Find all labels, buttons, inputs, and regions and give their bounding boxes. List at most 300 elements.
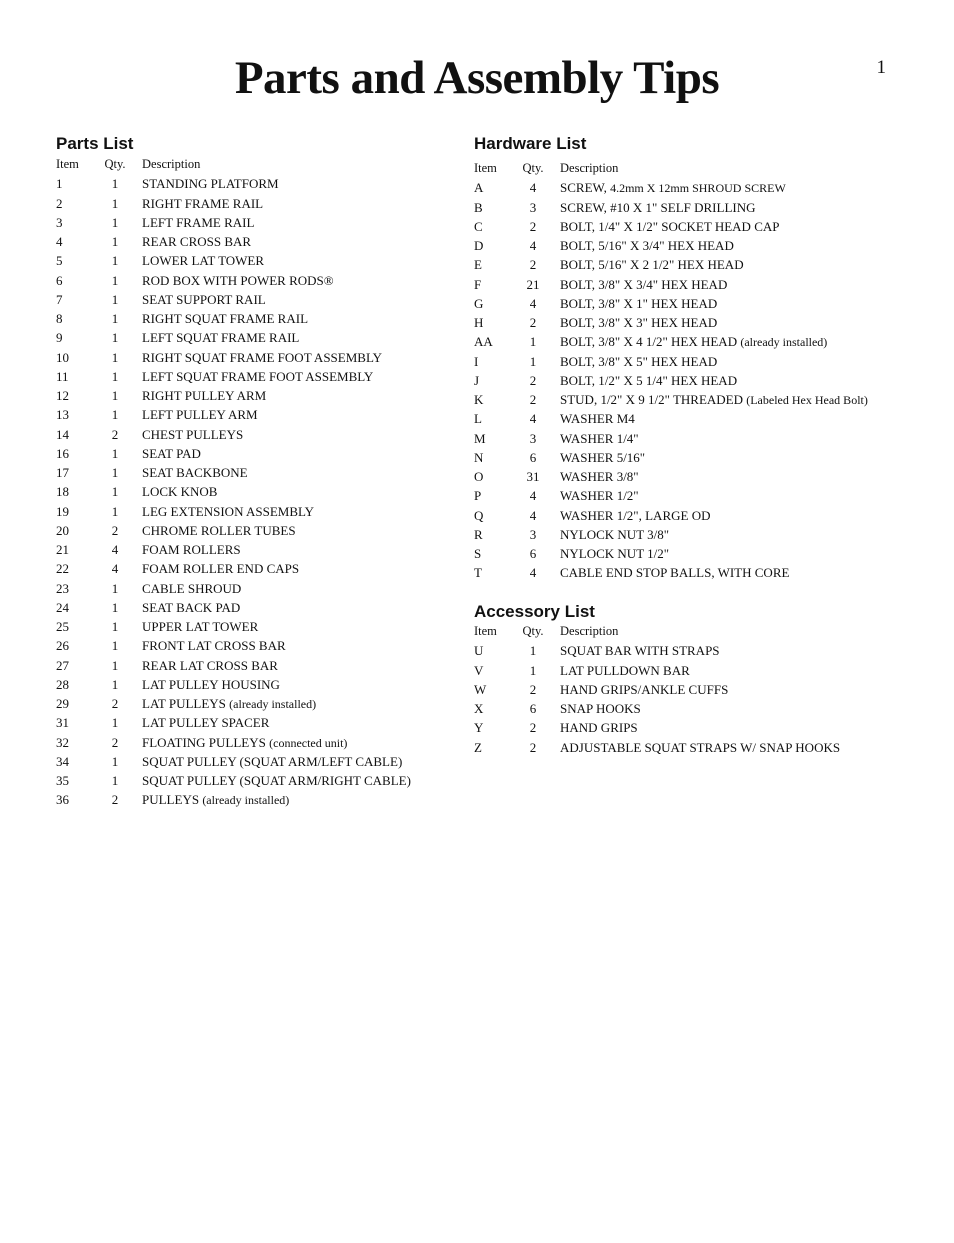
description-text: FRONT LAT CROSS BAR	[142, 638, 286, 654]
description-text: LEFT SQUAT FRAME FOOT ASSEMBLY	[142, 368, 374, 384]
table-row	[56, 636, 446, 655]
item-cell: AA	[474, 334, 493, 350]
qty-cell: 1	[111, 272, 119, 288]
column-header-item: Item	[474, 161, 497, 175]
item-cell: 5	[56, 253, 63, 269]
item-cell: 4	[56, 234, 63, 249]
page-number: 1	[876, 57, 886, 78]
item-cell: 11	[56, 368, 69, 384]
description-note: (already installed)	[229, 697, 317, 711]
description-text: REAR LAT CROSS BAR	[142, 657, 278, 673]
table-row	[474, 294, 914, 313]
item-cell: 19	[56, 503, 69, 519]
qty-cell: 1	[111, 330, 119, 346]
item-cell: Z	[474, 739, 482, 755]
description-cell	[142, 251, 264, 271]
item-cell: 32	[56, 734, 69, 750]
description-text: PULLEYS	[142, 792, 203, 808]
description-cell	[142, 790, 289, 810]
table-row	[56, 656, 446, 675]
description-note: (connected unit)	[269, 735, 348, 750]
item-cell: E	[474, 257, 482, 273]
qty-cell: 2	[529, 315, 537, 330]
qty-cell: 4	[529, 507, 537, 523]
table-row	[474, 371, 914, 390]
table-row	[474, 544, 914, 563]
item-cell: 35	[56, 773, 69, 788]
table-row	[474, 178, 914, 197]
item-cell: 27	[56, 657, 69, 673]
parts-list-rows	[56, 174, 446, 809]
qty-cell: 1	[111, 388, 119, 403]
description-text: WASHER M4	[560, 411, 635, 427]
description-cell	[142, 482, 217, 502]
description-text: RIGHT SQUAT FRAME FOOT ASSEMBLY	[142, 349, 382, 365]
item-cell: K	[474, 392, 484, 407]
qty-cell: 1	[111, 503, 119, 519]
description-text: SQUAT PULLEY (SQUAT ARM/LEFT CABLE)	[142, 753, 403, 769]
table-row	[474, 641, 914, 660]
description-cell	[560, 294, 717, 314]
column-header-item: Item	[474, 624, 497, 638]
item-cell: C	[474, 218, 483, 234]
description-cell	[142, 713, 269, 733]
qty-cell: 3	[529, 430, 537, 446]
hardware-list-column-headers	[474, 159, 914, 178]
description-text: BOLT, 1/4" X 1/2" SOCKET HEAD CAP	[560, 218, 780, 234]
description-text: BOLT, 3/8" X 3" HEX HEAD	[560, 315, 718, 330]
description-cell	[142, 386, 266, 406]
description-text: WASHER 3/8"	[560, 469, 639, 484]
description-cell	[560, 718, 638, 738]
qty-cell: 1	[111, 753, 119, 769]
description-text: HAND GRIPS/ANKLE CUFFS	[560, 681, 729, 697]
item-cell: 12	[56, 388, 69, 403]
table-row	[56, 790, 446, 809]
description-text: SCREW,	[560, 180, 611, 196]
item-cell: J	[474, 372, 480, 388]
table-row	[474, 313, 914, 332]
table-row	[56, 521, 446, 540]
item-cell: 31	[56, 715, 69, 731]
description-cell	[142, 598, 240, 618]
description-text: RIGHT PULLEY ARM	[142, 388, 267, 403]
description-text: SEAT BACKBONE	[142, 465, 248, 480]
item-cell: 3	[56, 214, 63, 230]
table-row	[56, 290, 446, 309]
item-cell: 2	[56, 195, 63, 211]
item-cell: I	[474, 353, 479, 369]
description-cell	[142, 405, 258, 425]
table-row	[56, 213, 446, 232]
description-cell	[142, 694, 316, 714]
column-header-description: Description	[142, 157, 201, 171]
description-text: SNAP HOOKS	[560, 701, 641, 716]
qty-cell: 2	[529, 392, 537, 407]
column-header-description: Description	[560, 624, 619, 638]
column-header-description: Description	[560, 161, 619, 175]
qty-cell: 1	[111, 676, 119, 692]
item-cell: 17	[56, 465, 69, 480]
description-note: (already installed)	[202, 793, 290, 808]
table-row	[474, 563, 914, 582]
table-row	[56, 328, 446, 347]
description-text: STANDING PLATFORM	[142, 176, 279, 192]
hardware-list-heading: Hardware List	[474, 134, 587, 153]
description-text: SCREW, #10 X 1" SELF DRILLING	[560, 199, 756, 215]
qty-cell: 1	[529, 662, 537, 678]
qty-cell: 4	[111, 542, 119, 557]
description-cell	[142, 309, 308, 329]
item-cell: P	[474, 488, 482, 504]
description-cell	[142, 540, 241, 560]
table-row	[474, 486, 914, 505]
qty-cell: 1	[111, 214, 119, 230]
description-text: SEAT SUPPORT RAIL	[142, 291, 266, 307]
description-cell	[560, 390, 868, 410]
table-row	[56, 309, 446, 328]
description-text: CHROME ROLLER TUBES	[142, 522, 296, 538]
page-title: Parts and Assembly Tips	[234, 52, 720, 104]
item-cell: F	[474, 276, 482, 292]
description-text: HAND GRIPS	[560, 720, 638, 736]
description-text: WASHER 1/4"	[560, 430, 639, 446]
column-header-qty: Qty.	[104, 157, 126, 171]
table-row	[56, 232, 446, 251]
description-cell	[560, 563, 789, 583]
description-cell	[142, 617, 258, 637]
description-text: STUD, 1/2" X 9 1/2" THREADED	[560, 392, 747, 407]
description-text: FLOATING PULLEYS	[142, 734, 270, 750]
description-text: LAT PULLEYS	[142, 696, 230, 711]
description-cell	[142, 752, 402, 772]
qty-cell: 1	[111, 715, 119, 731]
table-row	[56, 675, 446, 694]
description-cell	[560, 429, 639, 449]
table-row	[56, 559, 446, 578]
description-cell	[142, 367, 373, 387]
qty-cell: 6	[529, 449, 537, 465]
qty-cell: 1	[111, 445, 119, 461]
description-cell	[560, 525, 669, 545]
parts-list-column-headers	[56, 155, 446, 174]
description-text: BOLT, 3/8" X 3/4" HEX HEAD	[560, 276, 728, 292]
qty-cell: 1	[111, 195, 119, 211]
qty-cell: 4	[529, 411, 537, 427]
description-cell	[560, 198, 756, 218]
qty-cell: 1	[111, 657, 119, 673]
description-cell	[560, 506, 710, 526]
description-text: FOAM ROLLER END CAPS	[142, 561, 300, 577]
description-text: LEFT PULLEY ARM	[142, 407, 258, 423]
description-text: ADJUSTABLE SQUAT STRAPS W/ SNAP HOOKS	[560, 739, 841, 755]
description-text: BOLT, 5/16" X 3/4" HEX HEAD	[560, 238, 734, 253]
table-row	[474, 217, 914, 236]
description-text: FOAM ROLLERS	[142, 542, 241, 557]
table-row	[474, 680, 914, 699]
item-cell: S	[474, 546, 482, 561]
item-cell: 29	[56, 696, 69, 711]
description-cell	[560, 236, 734, 256]
description-text: SQUAT PULLEY (SQUAT ARM/RIGHT CABLE)	[142, 773, 411, 788]
description-text: LAT PULLEY HOUSING	[142, 676, 280, 692]
description-cell	[560, 178, 786, 198]
description-text: WASHER 1/2", LARGE OD	[560, 507, 711, 523]
item-cell: N	[474, 449, 484, 465]
description-cell	[560, 275, 727, 295]
item-cell: U	[474, 643, 484, 659]
table-row	[56, 174, 446, 193]
hardware-list-rows	[474, 178, 914, 582]
description-cell	[560, 255, 744, 275]
qty-cell: 1	[529, 334, 537, 350]
item-cell: M	[474, 430, 486, 446]
parts-list	[56, 134, 446, 810]
qty-cell: 1	[111, 580, 119, 596]
qty-cell: 2	[529, 218, 537, 234]
qty-cell: 2	[111, 734, 119, 750]
qty-cell: 1	[111, 311, 119, 326]
description-cell	[142, 348, 382, 368]
qty-cell: 1	[111, 773, 119, 788]
qty-cell: 4	[529, 238, 537, 253]
description-cell	[142, 328, 299, 348]
description-text: SQUAT BAR WITH STRAPS	[560, 643, 720, 659]
qty-cell: 1	[111, 465, 119, 480]
description-cell	[142, 425, 243, 445]
qty-cell: 1	[111, 253, 119, 269]
qty-cell: 31	[526, 469, 540, 484]
table-row	[56, 405, 446, 424]
item-cell: Q	[474, 507, 484, 523]
accessory-list-column-headers	[474, 622, 914, 641]
table-row	[56, 617, 446, 636]
description-text: ROD BOX WITH POWER RODS®	[142, 272, 334, 288]
table-row	[474, 236, 914, 255]
description-text: REAR CROSS BAR	[142, 234, 252, 249]
table-row	[474, 275, 914, 294]
item-cell: X	[474, 701, 484, 716]
qty-cell: 2	[529, 739, 537, 755]
qty-cell: 2	[111, 696, 119, 711]
description-cell	[142, 271, 334, 291]
item-cell: 6	[56, 272, 63, 288]
description-cell	[142, 194, 263, 214]
table-row	[474, 448, 914, 467]
description-cell	[142, 502, 314, 522]
qty-cell: 1	[111, 484, 119, 500]
table-row	[56, 502, 446, 521]
description-cell	[142, 444, 201, 464]
description-text: LEG EXTENSION ASSEMBLY	[142, 503, 315, 519]
item-cell: O	[474, 469, 484, 484]
table-row	[474, 738, 914, 757]
description-cell	[142, 559, 299, 579]
description-text: NYLOCK NUT 3/8"	[560, 526, 670, 542]
description-cell	[560, 352, 717, 372]
item-cell: 1	[56, 176, 63, 192]
item-cell: L	[474, 411, 482, 427]
table-row	[474, 390, 914, 409]
qty-cell: 4	[529, 565, 537, 581]
item-cell: 10	[56, 349, 69, 365]
description-cell	[560, 544, 669, 564]
description-text: CABLE SHROUD	[142, 580, 242, 596]
item-cell: 18	[56, 484, 69, 500]
description-text: RIGHT FRAME RAIL	[142, 195, 264, 211]
description-cell	[560, 699, 641, 719]
qty-cell: 2	[111, 426, 119, 442]
description-cell	[142, 463, 248, 483]
description-cell	[142, 290, 266, 310]
description-text: LEFT FRAME RAIL	[142, 214, 255, 230]
table-row	[474, 332, 914, 351]
description-text: LAT PULLEY SPACER	[142, 715, 270, 731]
table-row	[56, 579, 446, 598]
qty-cell: 1	[111, 349, 119, 365]
item-cell: 8	[56, 311, 63, 326]
table-row	[56, 348, 446, 367]
table-row	[56, 251, 446, 270]
column-header-qty: Qty.	[522, 624, 544, 638]
description-text: BOLT, 5/16" X 2 1/2" HEX HEAD	[560, 257, 744, 273]
qty-cell: 1	[111, 176, 119, 192]
table-row	[474, 718, 914, 737]
qty-cell: 3	[529, 526, 537, 542]
description-cell	[560, 641, 720, 661]
table-row	[474, 467, 914, 486]
item-cell: D	[474, 238, 484, 253]
item-cell: 28	[56, 676, 69, 692]
table-row	[56, 367, 446, 386]
description-text: UPPER LAT TOWER	[142, 619, 259, 634]
qty-cell: 1	[529, 643, 537, 659]
qty-cell: 1	[111, 599, 119, 615]
table-row	[56, 540, 446, 559]
description-text: NYLOCK NUT 1/2"	[560, 546, 670, 561]
qty-cell: 6	[529, 546, 537, 561]
table-row	[56, 425, 446, 444]
qty-cell: 1	[111, 638, 119, 654]
description-text: RIGHT SQUAT FRAME RAIL	[142, 311, 309, 326]
item-cell: 20	[56, 522, 69, 538]
column-header-item: Item	[56, 157, 79, 171]
qty-cell: 2	[529, 257, 537, 273]
description-text: CABLE END STOP BALLS, WITH CORE	[560, 565, 790, 581]
item-cell: W	[474, 681, 487, 697]
item-cell: Y	[474, 720, 484, 736]
table-row	[474, 409, 914, 428]
item-cell: 22	[56, 561, 69, 577]
table-row	[474, 198, 914, 217]
qty-cell: 21	[526, 276, 540, 292]
item-cell: 24	[56, 599, 69, 615]
table-row	[474, 525, 914, 544]
description-cell	[560, 409, 635, 429]
description-text: BOLT, 3/8" X 1" HEX HEAD	[560, 295, 718, 311]
hardware-list	[474, 134, 914, 583]
table-row	[56, 271, 446, 290]
description-text: WASHER 1/2"	[560, 488, 639, 504]
parts-list-heading: Parts List	[56, 134, 134, 153]
item-cell: 9	[56, 330, 63, 346]
table-row	[474, 506, 914, 525]
description-cell	[142, 675, 280, 695]
accessory-list-rows	[474, 641, 914, 757]
description-text: CHEST PULLEYS	[142, 426, 244, 442]
table-row	[56, 598, 446, 617]
qty-cell: 4	[111, 561, 119, 577]
qty-cell: 1	[111, 619, 119, 634]
item-cell: H	[474, 315, 484, 330]
item-cell: G	[474, 295, 484, 311]
table-row	[56, 194, 446, 213]
item-cell: 21	[56, 542, 69, 557]
accessory-list-heading: Accessory List	[474, 602, 595, 621]
description-cell	[560, 332, 827, 352]
item-cell: 13	[56, 407, 69, 423]
qty-cell: 4	[529, 295, 537, 311]
description-text: LOCK KNOB	[142, 484, 218, 500]
description-cell	[560, 738, 840, 758]
item-cell: R	[474, 526, 483, 542]
table-row	[474, 255, 914, 274]
table-row	[474, 429, 914, 448]
description-text: LOWER LAT TOWER	[142, 253, 265, 269]
item-cell: V	[474, 662, 484, 678]
table-row	[474, 352, 914, 371]
item-cell: 16	[56, 445, 69, 461]
description-text: BOLT, 3/8" X 5" HEX HEAD	[560, 353, 718, 369]
description-note: (Labeled Hex Head Bolt)	[746, 393, 868, 407]
item-cell: 25	[56, 619, 69, 634]
qty-cell: 1	[529, 353, 537, 369]
qty-cell: 1	[111, 407, 119, 423]
qty-cell: 6	[529, 701, 537, 716]
description-text: BOLT, 1/2" X 5 1/4" HEX HEAD	[560, 372, 738, 388]
description-cell	[560, 680, 728, 700]
qty-cell: 2	[529, 720, 537, 736]
description-cell	[142, 232, 251, 252]
description-cell	[142, 521, 296, 541]
item-cell: 34	[56, 753, 69, 769]
item-cell: 36	[56, 792, 69, 808]
item-cell: 14	[56, 426, 69, 442]
table-row	[56, 386, 446, 405]
table-row	[56, 752, 446, 771]
description-note: (already installed)	[740, 335, 828, 350]
item-cell: 26	[56, 638, 69, 654]
description-cell	[142, 733, 347, 753]
description-text: LAT PULLDOWN BAR	[560, 662, 690, 678]
description-cell	[142, 579, 241, 599]
description-cell	[142, 771, 411, 791]
qty-cell: 2	[111, 522, 119, 538]
table-row	[56, 771, 446, 790]
description-note: 4.2mm X 12mm SHROUD SCREW	[610, 181, 786, 196]
description-text: WASHER 5/16"	[560, 449, 646, 465]
item-cell: B	[474, 199, 483, 215]
qty-cell: 1	[111, 234, 119, 249]
qty-cell: 1	[111, 368, 119, 384]
qty-cell: 2	[529, 681, 537, 697]
item-cell: T	[474, 565, 482, 581]
description-cell	[142, 213, 254, 233]
table-row	[474, 661, 914, 680]
description-cell	[560, 467, 639, 487]
description-cell	[560, 217, 779, 237]
description-cell	[560, 448, 645, 468]
